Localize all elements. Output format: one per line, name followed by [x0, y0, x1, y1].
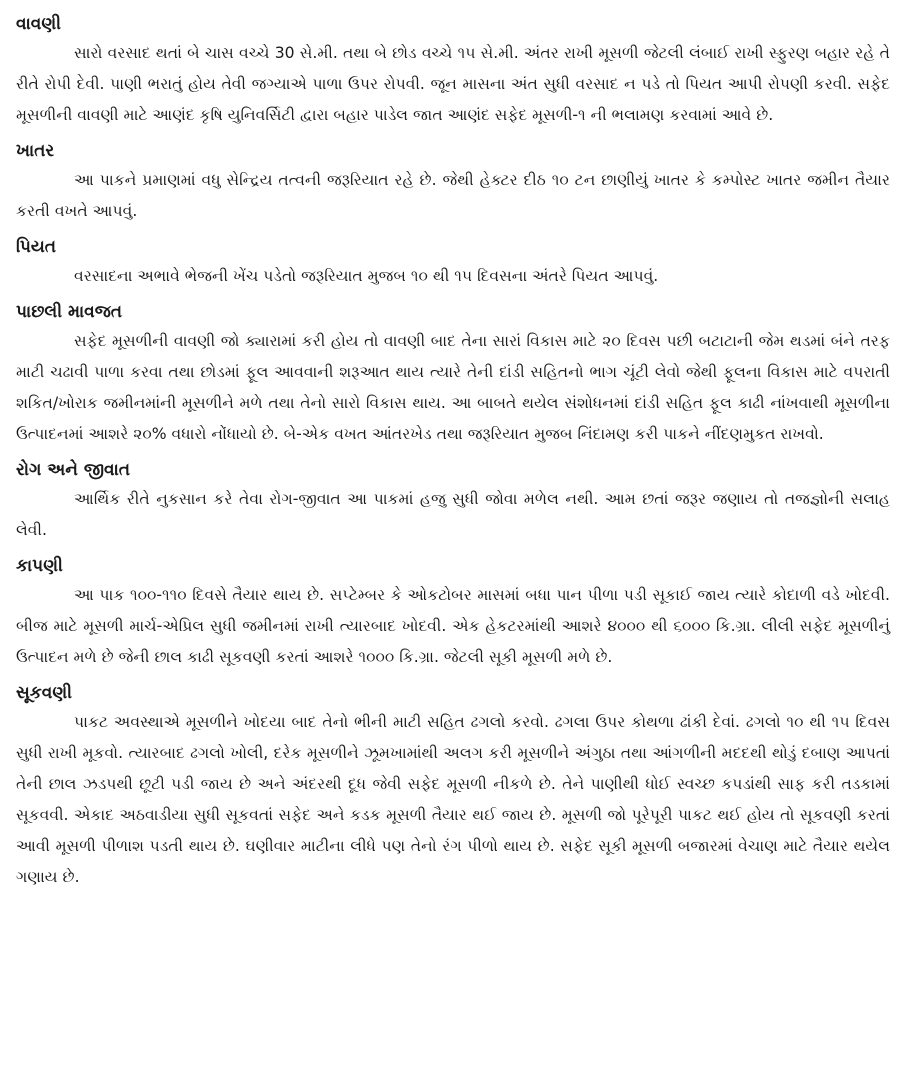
- section-pests-diseases: [16, 454, 890, 546]
- section-paragraph: આર્થિક રીતે નુકસાન કરે તેવા રોગ-જીવાત આ પાકમાં હજુ સુધી જોવા મળેલ નથી. આમ છતાં જરૂર જણાય તો તજજ્ઞોની સલાહ લેવી.: [16, 490, 890, 539]
- section-heading: પિયત: [16, 237, 57, 257]
- section-sowing: [16, 8, 890, 131]
- section-paragraph: સફેદ મૂસળીની વાવણી જો ક્યારામાં કરી હોય તો વાવણી બાદ તેના સારાં વિકાસ માટે ૨૦ દિવસ પછી બટાટાની જેમ થડમાં બંને તરફ માટી ચઢાવી પાળા કરવા તથા છોડમાં ફૂલ આવવાની શરૂઆત થાય ત્યારે તેની દાંડી સહિતનો ભાગ ચૂંટી લેવો જેથી ફૂલના વિકાસ માટે વપરાતી શકિત/ખોરાક જમીનમાંની મૂસળીને મળે તથા તેનો સારો વિકાસ થાય. આ બાબતે થયેલ સંશોધનમાં દાંડી સહિત ફૂલ કાઢી નાંખવાથી મૂસળીના ઉત્પાદનમાં આશરે ૨૦% વધારો નોંધાયો છે. બે-એક વખત આંતરખેડ તથા જરૂરિયાત મુજબ નિંદામણ કરી પાકને નીંદણમુકત રાખવો.: [16, 332, 890, 443]
- section-heading: ખાતર: [16, 141, 55, 161]
- section-paragraph: પાકટ અવસ્થાએ મૂસળીને ખોદયા બાદ તેનો ભીની માટી સહિત ઢગલો કરવો. ઢગલા ઉપર કોથળા ઢાંકી દેવાં. ઢગલો ૧૦ થી ૧૫ દિવસ સુધી રાખી મૂકવો. ત્યારબાદ ઢગલો ખોલી, દરેક મૂસળીને ઝૂમખામાંથી અલગ કરી મૂસળીને અંગુઠા તથા આંગળીની મદદથી થોડું દબાણ આપતાં તેની છાલ ઝડપથી છૂટી પડી જાય છે અને અંદરથી દૂધ જેવી સફેદ મૂસળી નીકળે છે. તેને પાણીથી ધોઈ સ્વચ્છ કપડાંથી સાફ કરી તડકામાં સૂકવવી. એકાદ અઠવાડીયા સુધી સૂકવતાં સફેદ અને કડક મૂસળી તૈયાર થઈ જાય છે. મૂસળી જો પૂરેપૂરી પાકટ થઈ હોય તો સૂકવણી કરતાં આવી મૂસળી પીળાશ પડતી થાય છે. ઘણીવાર માટીના લીધે પણ તેનો રંગ પીળો થાય છે. સફેદ સૂકી મૂસળી બજારમાં વેચાણ માટે તૈયાર થયેલ ગણાય છે.: [16, 713, 891, 886]
- section-aftercare: [16, 296, 890, 450]
- section-drying: [16, 677, 890, 893]
- section-paragraph: આ પાક ૧૦૦-૧૧૦ દિવસે તૈયાર થાય છે. સપ્ટેમ્બર કે ઓકટોબર માસમાં બધા પાન પીળા પડી સૂકાઈ જાય ત્યારે કોદાળી વડે ખોદવી. બીજ માટે મૂસળી માર્ચ-એપ્રિલ સુધી જમીનમાં રાખી ત્યારબાદ ખોદવી. એક હેકટરમાંથી આશરે ૪૦૦૦ થી ૬૦૦૦ કિ.ગ્રા. લીલી સફેદ મૂસળીનું ઉત્પાદન મળે છે જેની છાલ કાઢી સૂકવણી કરતાં આશરે ૧૦૦૦ કિ.ગ્રા. જેટલી સૂકી મૂસળી મળે છે.: [16, 586, 890, 666]
- section-harvesting: [16, 550, 890, 673]
- section-heading: વાવણી: [16, 14, 62, 34]
- section-heading: રોગ અને જીવાત: [16, 460, 131, 480]
- section-heading: સૂકવણી: [16, 683, 73, 703]
- section-irrigation: [16, 231, 890, 292]
- section-paragraph: સારો વરસાદ થતાં બે ચાસ વચ્ચે 30 સે.મી. તથા બે છોડ વચ્ચે ૧૫ સે.મી. અંતર રાખી મૂસળી જેટલી લંબાઈ રાખી સ્ફુરણ બહાર રહે તે રીતે રોપી દેવી. પાણી ભરાતું હોય તેવી જગ્યાએ પાળા ઉપર રોપવી. જૂન માસના અંત સુધી વરસાદ ન પડે તો પિયત આપી રોપણી કરવી. સફેદ મૂસળીની વાવણી માટે આણંદ કૃષિ યુનિવર્સિટી દ્વારા બહાર પાડેલ જાત આણંદ સફેદ મૂસળી-૧ ની ભલામણ કરવામાં આવે છે.: [16, 44, 890, 124]
- section-heading: કાપણી: [16, 556, 63, 576]
- section-fertilizer: [16, 135, 890, 227]
- section-paragraph: આ પાકને પ્રમાણમાં વધુ સેન્દ્રિય તત્વની જરૂરિયાત રહે છે. જેથી હેક્ટર દીઠ ૧૦ ટન છાણીયું ખાતર કે કમ્પોસ્ટ ખાતર જમીન તૈયાર કરતી વખતે આપવું.: [16, 171, 890, 220]
- section-paragraph: વરસાદના અભાવે ભેજની ખેંચ પડેતો જરૂરિયાત મુજબ ૧૦ થી ૧૫ દિવસના અંતરે પિયત આપવું.: [74, 267, 659, 285]
- section-heading: પાછલી માવજત: [16, 302, 123, 322]
